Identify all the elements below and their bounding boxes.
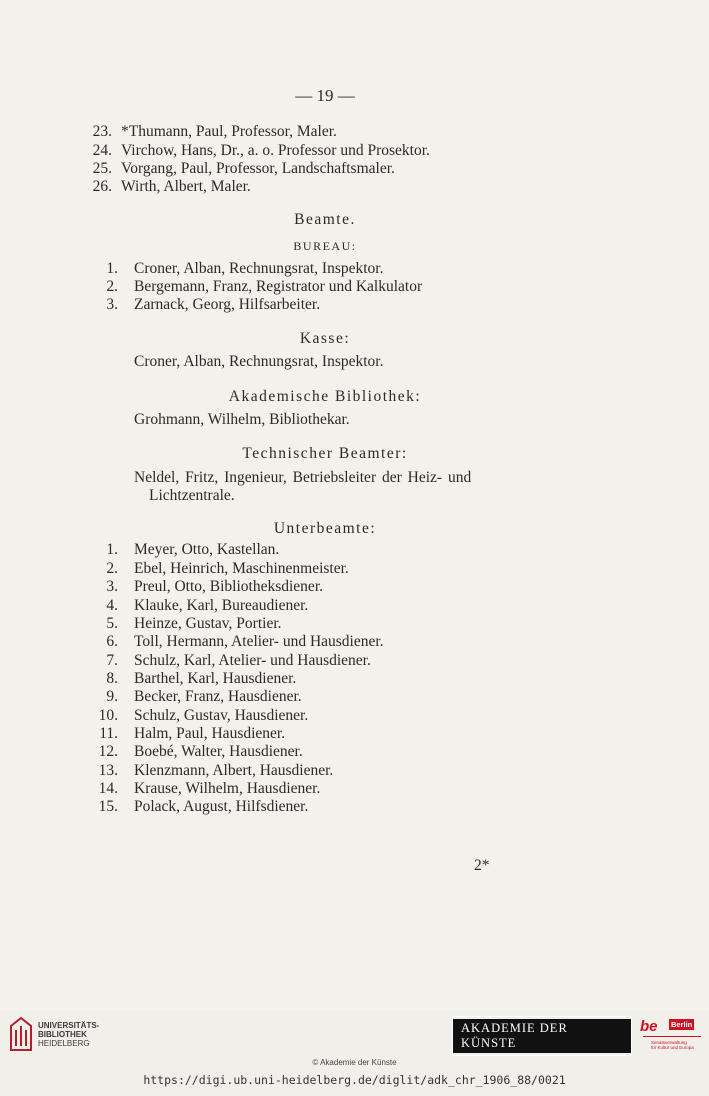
akademie-logo[interactable] (452, 1019, 632, 1053)
list-entry: Becker, Franz, Hausdiener. (134, 688, 302, 705)
list-number: 23. (92, 123, 112, 140)
list-entry: Virchow, Hans, Dr., a. o. Professor und Prosektor. (121, 142, 430, 159)
list-entry: Polack, August, Hilfsdiener. (134, 798, 309, 815)
list-number: 14. (98, 780, 118, 797)
list-number: 7. (106, 652, 118, 669)
list-number: 26. (92, 178, 112, 195)
source-url-link[interactable]: https://digi.ub.uni-heidelberg.de/diglit/adk_chr_1906_88/0021 (143, 1073, 566, 1087)
list-number: 9. (106, 688, 118, 705)
list-entry: Zarnack, Georg, Hilfsarbeiter. (134, 296, 321, 313)
list-number: 24. (92, 142, 112, 159)
list-number: 25. (92, 160, 112, 177)
section-heading-technischer-beamter: Technischer Beamter: (242, 445, 408, 462)
printer-signature: 2* (474, 857, 490, 874)
section-heading-beamte: Beamte. (294, 211, 356, 228)
list-entry: Krause, Wilhelm, Hausdiener. (134, 780, 321, 797)
list-entry: Halm, Paul, Hausdiener. (134, 725, 286, 742)
university-library-logo-icon (8, 1014, 34, 1054)
list-entry: Meyer, Otto, Kastellan. (134, 541, 280, 558)
list-entry: Schulz, Gustav, Hausdiener. (134, 707, 309, 724)
list-number: 1. (106, 541, 118, 558)
list-number: 8. (106, 670, 118, 687)
list-entry: Schulz, Karl, Atelier- und Hausdiener. (134, 652, 371, 669)
berlin-senate-text: Senatsverwaltung für Kultur und Europa (651, 1040, 694, 1050)
list-entry: *Thumann, Paul, Professor, Maler. (121, 123, 337, 140)
list-number: 5. (106, 615, 118, 632)
section-heading-bibliothek: Akademische Bibliothek: (228, 388, 422, 405)
copyright-notice: © Akademie der Künste (312, 1058, 397, 1067)
list-entry: Klauke, Karl, Bureaudiener. (134, 597, 309, 614)
list-entry: Ebel, Heinrich, Maschinenmeister. (134, 560, 349, 577)
list-entry: Vorgang, Paul, Professor, Landschaftsmaler. (121, 160, 395, 177)
university-library-name: UNIVERSITÄTS- BIBLIOTHEK HEIDELBERG (38, 1021, 100, 1048)
list-entry: Heinze, Gustav, Portier. (134, 615, 282, 632)
list-number: 1. (106, 260, 118, 277)
technischer-entry-line2: Lichtzentrale. (149, 487, 235, 504)
list-number: 2. (106, 278, 118, 295)
page-number: — 19 — (295, 86, 355, 105)
kasse-entry: Croner, Alban, Rechnungsrat, Inspektor. (134, 353, 384, 370)
list-number: 13. (98, 762, 118, 779)
berlin-be-mark: be (640, 1018, 658, 1035)
berlin-divider (643, 1036, 701, 1037)
bibliothek-entry: Grohmann, Wilhelm, Bibliothekar. (134, 411, 350, 428)
list-number: 11. (99, 725, 118, 742)
berlin-tag: Berlin (671, 1020, 693, 1029)
list-entry: Barthel, Karl, Hausdiener. (134, 670, 297, 687)
akademie-logo-label: AKADEMIE DER KÜNSTE (452, 1016, 632, 1056)
list-number: 4. (106, 597, 118, 614)
list-number: 10. (98, 707, 118, 724)
list-number: 15. (98, 798, 118, 815)
list-number: 12. (98, 743, 118, 760)
list-entry: Wirth, Albert, Maler. (121, 178, 251, 195)
list-number: 3. (106, 296, 118, 313)
technischer-entry-line1: Neldel, Fritz, Ingenieur, Betriebsleiter der Heiz- und (134, 469, 472, 486)
list-entry: Croner, Alban, Rechnungsrat, Inspektor. (134, 260, 384, 277)
section-heading-kasse: Kasse: (299, 330, 351, 347)
list-number: 3. (106, 578, 118, 595)
list-number: 6. (106, 633, 118, 650)
section-heading-unterbeamte: Unterbeamte: (273, 520, 377, 537)
list-entry: Boebé, Walter, Hausdiener. (134, 743, 303, 760)
list-entry: Bergemann, Franz, Registrator und Kalkulator (134, 278, 423, 295)
section-subheading-bureau: BUREAU: (293, 239, 357, 253)
list-number: 2. (106, 560, 118, 577)
list-entry: Klenzmann, Albert, Hausdiener. (134, 762, 334, 779)
list-entry: Preul, Otto, Bibliotheksdiener. (134, 578, 323, 595)
list-entry: Toll, Hermann, Atelier- und Hausdiener. (134, 633, 384, 650)
